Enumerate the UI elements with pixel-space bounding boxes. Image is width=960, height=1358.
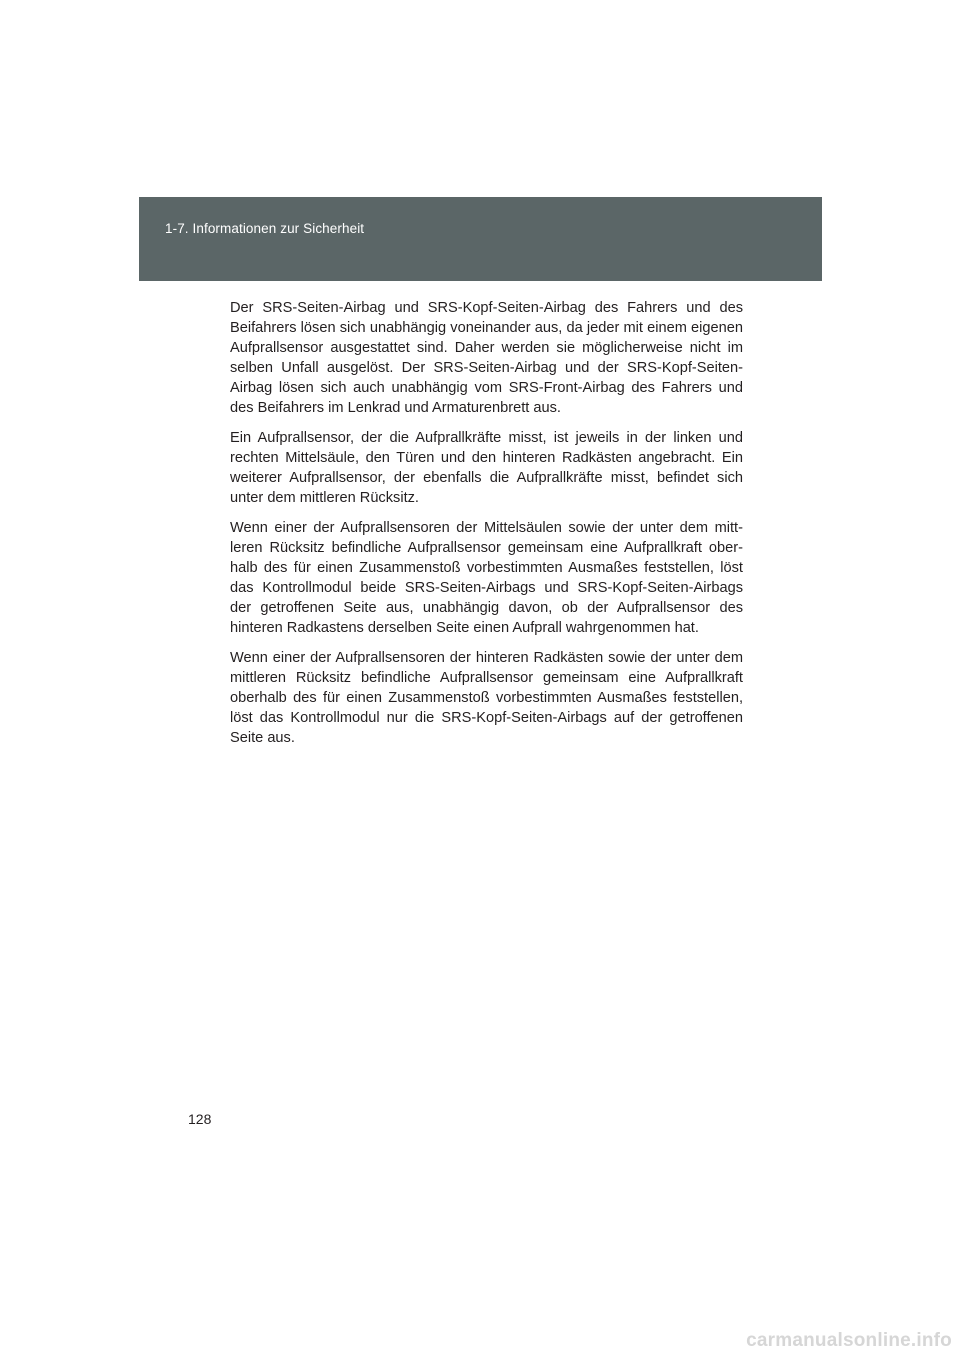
paragraph-4: Wenn einer der Aufprallsensoren der hinteren Radkästen sowie der unter dem mittleren Rücksitz befindliche Aufprallsensor gemeinsam eine Aufprallkraft oberhalb des für einen Zusammenstoß vorbestimmten Ausmaßes feststellen, löst das Kontrollmodul nur die SRS-Kopf-Seiten-Airbags auf der getroffenen Seite aus. — [230, 650, 743, 746]
section-title: 1-7. Informationen zur Sicherheit — [165, 221, 365, 236]
page-number: 128 — [188, 1111, 212, 1127]
paragraph-1: Der SRS-Seiten-Airbag und SRS-Kopf-Seiten-Airbag des Fahrers und des Beifahrers lösen sich unabhängig voneinander aus, da jeder mit einem eigenen Aufprallsensor ausgestattet sind. Daher werden sie möglicherweise nicht im selben Unfall ausgelöst. Der SRS-Seiten-Airbag und der SRS-Kopf-Seiten-Airbag lösen sich auch unabhängig vom SRS-Front-Airbag des Fahrers und des Beifahrers im Lenkrad und Armaturenbrett aus. — [230, 300, 743, 416]
section-header-band — [139, 197, 822, 281]
watermark: carmanualsonline.info — [746, 1330, 952, 1351]
paragraph-2: Ein Aufprallsensor, der die Aufprallkräfte misst, ist jeweils in der linken und rechten Mittelsäule, den Türen und den hinteren Radkästen angebracht. Ein weiterer Aufprallsensor, der ebenfalls die Aufprallkräfte misst, befindet sich unter dem mittleren Rücksitz. — [230, 430, 743, 506]
paragraph-3: Wenn einer der Aufprallsensoren der Mittelsäulen sowie der unter dem mittleren Rücksitz befindliche Aufprallsensor gemeinsam eine Aufprallkraft oberhalb des für einen Zusammenstoß vorbestimmten Ausmaßes feststellen, löst das Kontrollmodul beide SRS-Seiten-Airbags und SRS-Kopf-Seiten-Airbags der getroffenen Seite aus, unabhängig davon, ob der Aufprallsensor des hinteren Radkastens derselben Seite einen Aufprall wahrgenommen hat. — [230, 520, 743, 636]
body-text — [230, 298, 743, 758]
